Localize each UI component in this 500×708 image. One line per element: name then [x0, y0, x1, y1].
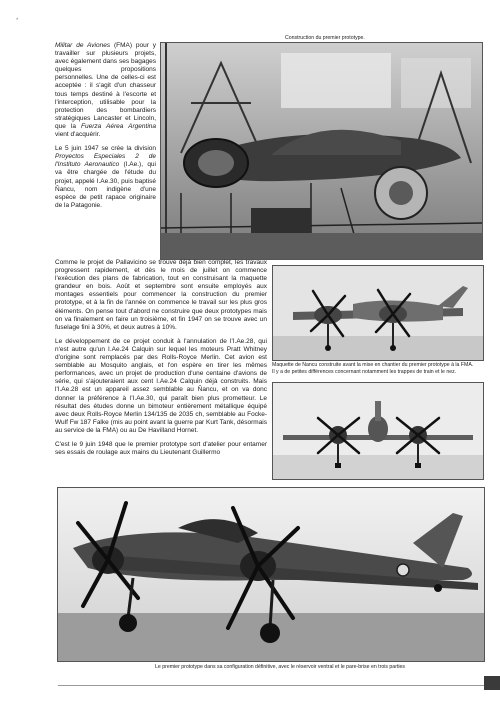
page-tab-marker: [484, 676, 500, 690]
construction-photo-image: [161, 43, 482, 259]
paragraph-5: C'est le 9 juin 1948 que le premier prototype sort d'atelier pour entamer ses essais de roulage aux mains du Lieutenant Guillermo: [55, 440, 267, 457]
top-photo-caption: Construction du premier prototype.: [285, 35, 365, 41]
paragraph-4: Le développement de ce projet conduit à l'annulation de l'I.Ae.28, qui n'est autre qu'un I.Ae.24 Calquin sur lequel les moteurs Pratt Whitney d'origine sont remplacés par des Rolls-Royce Merlin. Cet avion est semblable au Mosquito anglais, et l'on espère en tirer les mêmes performances, avec un projet de production d'une centaine d'avions de série, qui s'ajouteraient aux cent I.Ae.24 Calquin déjà construits. Mais l'I.Ae.28 est un appareil assez semblable au Ñancu, et on va donc donner la préférence à l'I.Ae.30, qui paraît bien plus prometteur. Le résultat des études donne un bimoteur entièrement métallique équipé avec deux Rolls-Royce Merlin 134/135 de 2035 ch, semblable au Focke-Wulf Fw 187 Falke (mis au point avant la guerre par Kurt Tank, désormais au service de la FMA) ou au De Havilland Hornet.: [55, 337, 267, 434]
mockup-photo-front: [272, 265, 484, 361]
mockup-photo-headon: [272, 382, 484, 480]
paragraph-2: Le 5 juin 1947 se crée la division Proyectos Especiales 2 de l'Instituto Aeronautico (I.Ae.), qui va être chargée de l'étude du projet, appelé I.Ae.30, puis baptisé Ñancu, nom indigène d'une espèce de petit rapace originaire de la Patagonie.: [55, 145, 156, 209]
prototype-caption: Le premier prototype dans sa configuration définitive, avec le réservoir ventral et le pare-brise en trois parties: [155, 664, 405, 670]
construction-photo: [160, 42, 483, 260]
mockup-photo-headon-image: [273, 383, 483, 479]
bottom-rule: [58, 685, 498, 686]
paragraph-3: Comme le projet de Pallavicino se trouve déjà bien complet, les travaux progressent rapidement, et dès le mois de juillet on commence l'exécution des plans de fabrication, tout en construisant la maquette grandeur en bois. Août et septembre sont ensuite employés aux montages essentiels pour commencer la construction du premier prototype, et à la fin de l'année on commence le travail sur les plus gros éléments. On pense tout d'abord ne construire que deux prototypes mais on va finalement en faire un troisième, et fin 1947 on se trouve avec un fuselage fini à 30%, et deux autres à 10%.: [55, 259, 267, 331]
paragraph-1: Militar de Aviones (FMA) pour y travailler sur plusieurs projets, avec également dans ses bagages quelques propositions personnelles. Une de celles-ci est acceptée : il s'agit d'un chasseur tous temps destiné à l'escorte et l'interception, utilisable pour la protection des bombardiers stratégiques Lancaster et Lincoln, que la Fuerza Aérea Argentina vient d'acquérir.: [55, 42, 156, 139]
article-column-middle: [55, 259, 267, 463]
corner-mark: *: [16, 18, 19, 24]
mockup-caption-line-2: Il y a de petites différences concernant notamment les trappes de train et le nez.: [272, 369, 457, 375]
prototype-photo-image: [58, 488, 484, 661]
mockup-caption-line-1: Maquette de Nancu construite avant la mise en chantier du premier prototype à la FMA.: [272, 362, 474, 368]
mockup-photo-front-image: [273, 266, 483, 360]
prototype-photo: [57, 487, 485, 662]
article-column-upper: [55, 42, 156, 216]
